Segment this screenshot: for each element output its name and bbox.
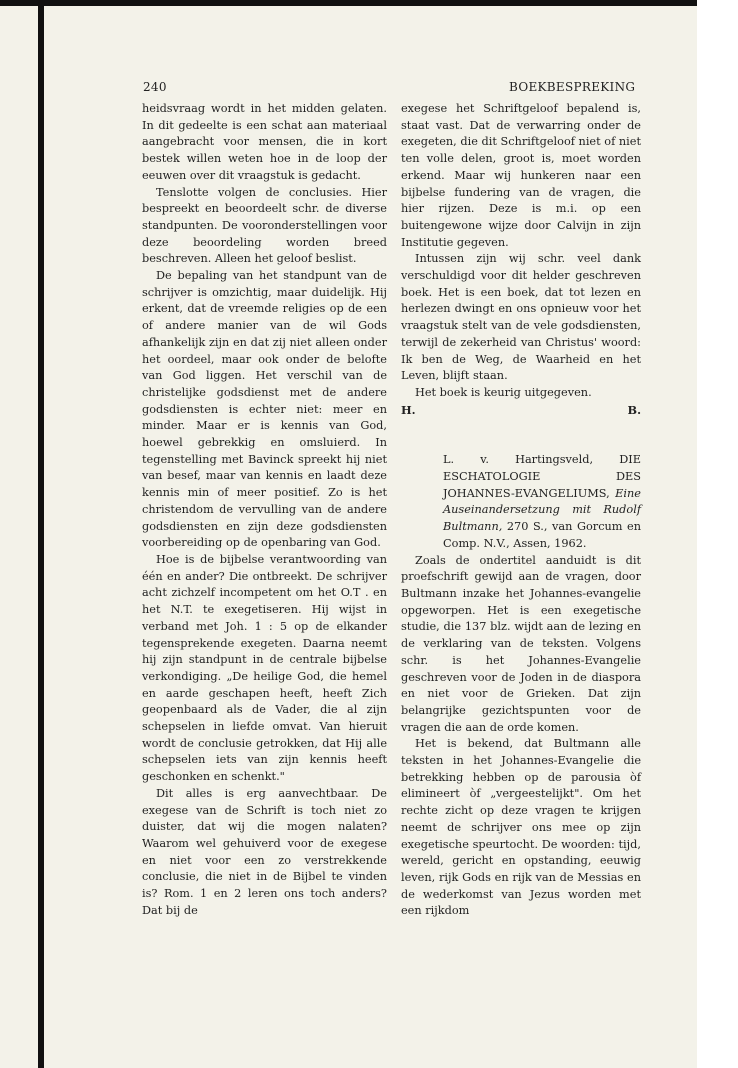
paragraph: Intussen zijn wij schr. veel dank verschuldigd voor dit helder geschreven boek. Het is een boek, dat tot lezen en herlezen dwingt en ons opnieuw voor het vraagstuk stelt van de vele godsdiensten, terwijl de zekerheid van Christus' woord: Ik ben de Weg, de Waarheid en het Leven, blijft staan. — [401, 252, 641, 383]
signature-initial-left: H. — [401, 402, 416, 417]
page-number: 240 — [143, 80, 167, 94]
section-title: BOEKBESPREKING — [509, 80, 636, 94]
book-citation — [401, 452, 641, 552]
paragraph: Tenslotte volgen de conclusies. Hier bespreekt en beoordeelt schr. de diverse standpunten. De vooronderstellingen voor deze beoordeling worden breed beschreven. Alleen het geloof beslist. — [142, 185, 387, 266]
paragraph: Het is bekend, dat Bultmann alle teksten in het Johannes-Evangelie die betrekking hebben op de parousia òf elimineert òf „vergeestelijkt". Om het rechte zicht op deze vragen te krijgen neemt de schrijver ons mee op zijn exegetische speurtocht. De woorden: tijd, wereld, gericht en opstanding, eeuwig leven, rijk Gods en rijk van de Messias en de wederkomst van Jezus worden met een rijkdom — [401, 737, 641, 918]
left-column — [142, 101, 387, 919]
right-column — [401, 101, 641, 920]
paragraph: Hoe is de bijbelse verantwoording van één en ander? Die ontbreekt. De schrijver acht zichzelf incompetent om het O.T . en het N.T. te exegetiseren. Hij wijst in verband met Joh. 1 : 5 op de elkander tegensprekende exegeten. Daarna neemt hij zijn standpunt in de centrale bijbelse verkondiging. „De heilige God, die hemel en aarde geschapen heeft, heeft Zich geopenbaard als de Vader, die al zijn schepselen in liefde omvat. Van hieruit wordt de conclusie getrokken, dat Hij alle schepselen iets van zijn kennis heeft geschonken en schenkt." — [142, 552, 387, 784]
book-author-title: L. v. Hartingsveld, DIE ESCHATOLOGIE DES JOHANNES-EVANGELIUMS, — [443, 453, 641, 500]
book-publication: 270 S., van Gorcum en Comp. N.V., Assen, 1962. — [443, 520, 642, 550]
book-subtitle: Eine Auseinandersetzung mit Rudolf Bultmann, — [443, 486, 641, 534]
signature-initial-right: B. — [627, 402, 641, 417]
paragraph: Het boek is keurig uitgegeven. — [415, 385, 592, 399]
paragraph: Zoals de ondertitel aanduidt is dit proefschrift gewijd aan de vragen, door Bultmann inzake het Johannes-evangelie opgeworpen. Het is een exegetische studie, die 137 blz. wijdt aan de lezing en de verklaring van de teksten. Volgens schr. is het Johannes-Evangelie geschreven voor de Joden in de diaspora en niet voor de Grieken. Dat zijn belangrijke gezichtspunten voor de vragen die aan de orde komen. — [401, 553, 641, 734]
paragraph: exegese het Schriftgeloof bepalend is, staat vast. Dat de verwarring onder de exegeten, die dit Schriftgeloof niet of niet ten volle delen, groot is, moet worden erkend. Maar wij hunkeren naar een bijbelse fundering van de vragen, die hier rijzen. Deze is m.i. op een buitengewone wijze door Calvijn in zijn Institutie gegeven. — [401, 102, 641, 249]
reviewer-signature — [401, 402, 641, 419]
paragraph: De bepaling van het standpunt van de schrijver is omzichtig, maar duidelijk. Hij erkent, dat de vreemde religies op de een of andere manier van de wil Gods afhankelijk zijn en dat zij niet alleen onder het oordeel, maar ook onder de belofte van God liggen. Het verschil van de christelijke godsdienst met de andere godsdiensten is echter niet: meer en minder. Maar er is kennis van God, hoewel gebrekkig en omsluierd. In tegenstelling met Bavinck spreekt hij niet van besef, maar van kennis en laadt deze kennis min of meer positief. Zo is het christendom de vervulling van de andere godsdiensten en zijn deze godsdiensten voorbereiding op de openbaring van God. — [142, 269, 387, 550]
paragraph: heidsvraag wordt in het midden gelaten. In dit gedeelte is een schat aan materiaal aangebracht voor mensen, die in kort bestek willen weten hoe in de loop der eeuwen over dit vraagstuk is gedacht. — [142, 102, 387, 182]
scan-right-margin — [697, 0, 738, 1068]
paragraph: Dit alles is erg aanvechtbaar. De exegese van de Schrift is toch niet zo duister, dat wij die mogen nalaten? Waarom wel gehuiverd voor de exegese en niet voor een zo verstrekkende conclusie, die niet in de Bijbel te vinden is? Rom. 1 en 2 leren ons toch anders? Dat bij de — [142, 786, 387, 917]
